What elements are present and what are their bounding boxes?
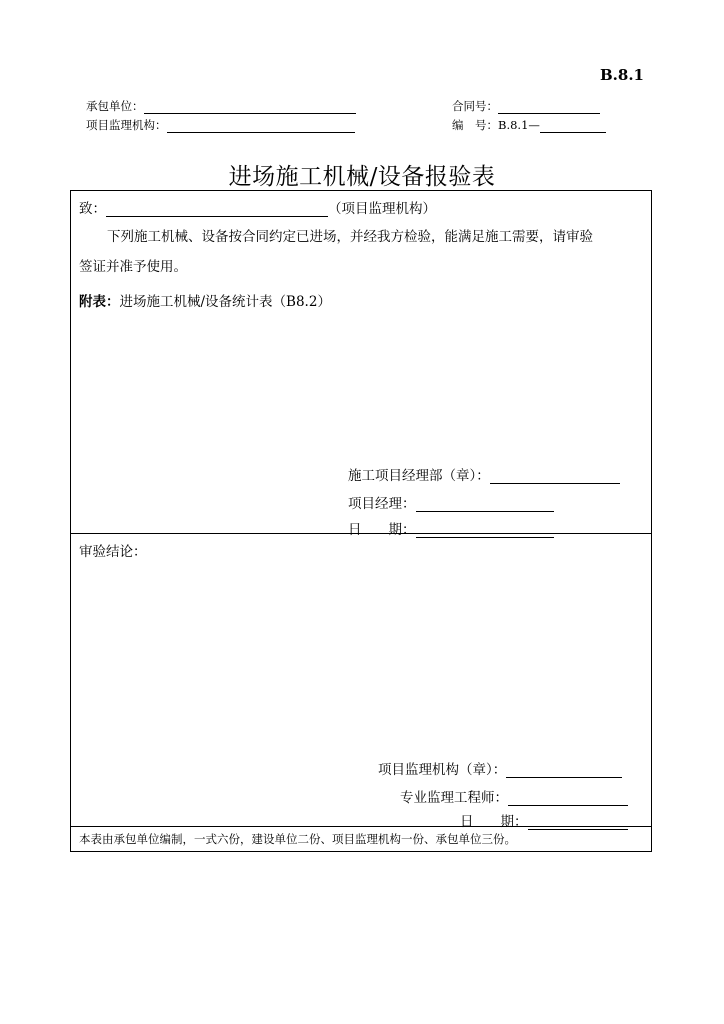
sign-manager-label: 项目经理：	[348, 496, 416, 512]
sign-org-row	[378, 758, 622, 778]
sign-org-field[interactable]	[506, 763, 622, 778]
attachment-row	[79, 290, 331, 310]
conclusion-label: 审验结论：	[79, 544, 147, 560]
contractor-row	[86, 98, 356, 114]
sign-date2-row	[460, 810, 628, 830]
sign-date-field[interactable]	[416, 523, 554, 538]
serial-label: 编 号：B.8.1—	[452, 118, 540, 132]
form-title: 进场施工机械/设备报验表	[228, 164, 496, 190]
contract-no-label: 合同号：	[452, 99, 498, 113]
sign-dept-field[interactable]	[490, 469, 620, 484]
body-line-2: 签证并准予使用。	[79, 259, 187, 275]
sign-date-row	[348, 518, 554, 538]
sign-engineer-field[interactable]	[508, 791, 628, 806]
sign-date2-label: 日 期：	[460, 814, 528, 830]
sign-org-label: 项目监理机构（章）：	[378, 762, 507, 778]
to-field[interactable]	[106, 202, 328, 217]
sign-date-label: 日 期：	[348, 522, 416, 538]
sign-engineer-row	[400, 786, 628, 806]
serial-row	[452, 117, 606, 133]
sign-dept-label: 施工项目经理部（章）：	[348, 468, 490, 484]
sign-engineer-label: 专业监理工程师：	[400, 790, 508, 806]
to-label: 致：	[79, 201, 106, 217]
contract-no-row	[452, 98, 600, 114]
supervisor-field[interactable]	[167, 120, 355, 133]
to-suffix: （项目监理机构）	[328, 201, 436, 217]
sign-dept-row	[348, 464, 620, 484]
supervisor-label: 项目监理机构：	[86, 118, 167, 132]
supervisor-row	[86, 117, 355, 133]
serial-field[interactable]	[540, 120, 606, 133]
sign-date2-field[interactable]	[528, 815, 628, 830]
attachment-text: 进场施工机械/设备统计表（B8.2）	[119, 294, 331, 310]
sign-manager-field[interactable]	[416, 497, 554, 512]
to-row	[79, 197, 436, 217]
body-line-1: 下列施工机械、设备按合同约定已进场，并经我方检验，能满足施工需要，请审验	[107, 229, 593, 245]
contract-no-field[interactable]	[498, 101, 600, 114]
contractor-field[interactable]	[144, 101, 356, 114]
footer-note: 本表由承包单位编制，一式六份，建设单位二份、项目监理机构一份、承包单位三份。	[79, 832, 516, 846]
contractor-label: 承包单位：	[86, 99, 144, 113]
form-code: B.8.1	[600, 66, 644, 84]
attachment-label: 附表：	[79, 294, 120, 310]
sign-manager-row	[348, 492, 554, 512]
